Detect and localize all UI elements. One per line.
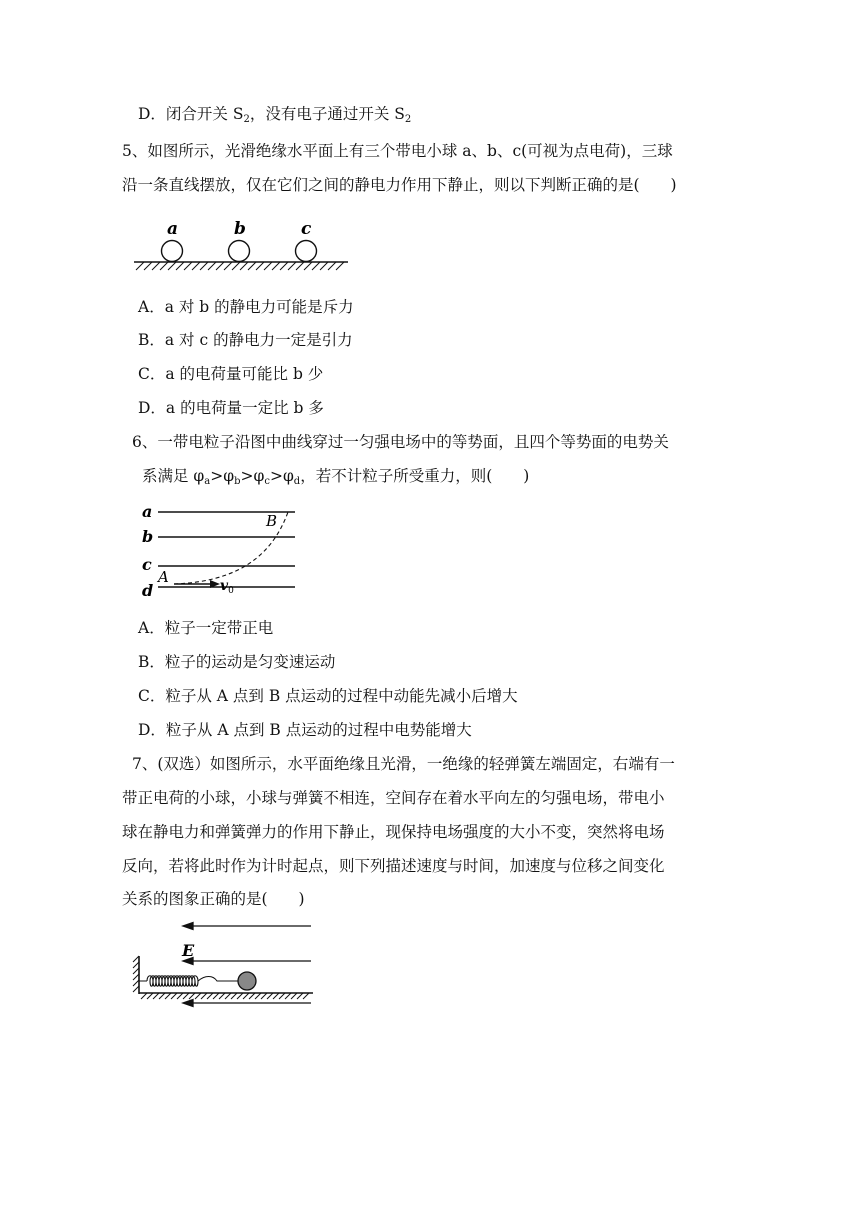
q5-option-d: D．a 的电荷量一定比 b 多: [138, 399, 324, 417]
q4-option-d: D．闭合开关 $S_2$，没有电子通过开关 $S_2$: [138, 105, 412, 125]
ball-b: [229, 241, 250, 262]
q7-stem-line1: 7、(双选）如图所示，水平面绝缘且光滑，一绝缘的轻弹簧左端固定，右端有一: [132, 755, 675, 773]
q7-stem-line3: 球在静电力和弹簧弹力的作用下静止，现保持电场强度的大小不变，突然将电场: [122, 823, 665, 841]
q5-ground: [134, 262, 348, 270]
q6-stem-line2: 系满足 $\varphi_a>\varphi_b>\varphi_c>\varphi_d$，若不计粒子所受重力，则( ): [142, 467, 530, 487]
spring: [139, 976, 238, 987]
label-velocity: $v_0$: [220, 578, 234, 596]
q6-option-c: C．粒子从 A 点到 B 点运动的过程中动能先减小后增大: [138, 687, 518, 705]
label-line-c: c: [142, 555, 152, 574]
label-e-field: E: [182, 941, 195, 960]
q5-figure: [130, 215, 350, 275]
q6-stem-line1: 6、一带电粒子沿图中曲线穿过一匀强电场中的等势面，且四个等势面的电势关: [132, 433, 669, 451]
floor: [139, 993, 313, 999]
label-b: b: [234, 219, 246, 239]
q7-stem-line5: 关系的图象正确的是( ): [122, 890, 305, 908]
wall: [133, 956, 139, 994]
q7-stem-line4: 反向，若将此时作为计时起点，则下列描述速度与时间，加速度与位移之间变化: [122, 857, 665, 875]
ball-a: [162, 241, 183, 262]
q6-option-a: A．粒子一定带正电: [138, 619, 274, 637]
label-line-b: b: [142, 527, 154, 546]
ball-c: [296, 241, 317, 262]
label-line-d: d: [142, 581, 154, 600]
q6-option-b: B．粒子的运动是匀变速运动: [138, 653, 336, 671]
label-line-a: a: [142, 502, 153, 521]
q6-option-d: D．粒子从 A 点到 B 点运动的过程中电势能增大: [138, 721, 472, 739]
q5-option-c: C．a 的电荷量可能比 b 少: [138, 365, 324, 383]
q5-option-a: A．a 对 b 的静电力可能是斥力: [138, 298, 354, 316]
label-point-a: A: [158, 568, 169, 586]
q5-stem-line2: 沿一条直线摆放，仅在它们之间的静电力作用下静止，则以下判断正确的是( ): [122, 176, 677, 194]
label-a: a: [167, 219, 179, 239]
label-point-b: B: [266, 512, 278, 530]
charged-ball: [238, 972, 256, 990]
field-lines: [183, 923, 311, 1007]
q7-figure: [125, 920, 325, 1010]
q5-stem-line1: 5、如图所示，光滑绝缘水平面上有三个带电小球 a、b、c(可视为点电荷)，三球: [122, 142, 673, 160]
label-c: c: [301, 219, 312, 239]
q7-stem-line2: 带正电荷的小球，小球与弹簧不相连，空间存在着水平向左的匀强电场，带电小: [122, 789, 665, 807]
q5-option-b: B．a 对 c 的静电力一定是引力: [138, 331, 353, 349]
q6-figure: [140, 500, 300, 600]
